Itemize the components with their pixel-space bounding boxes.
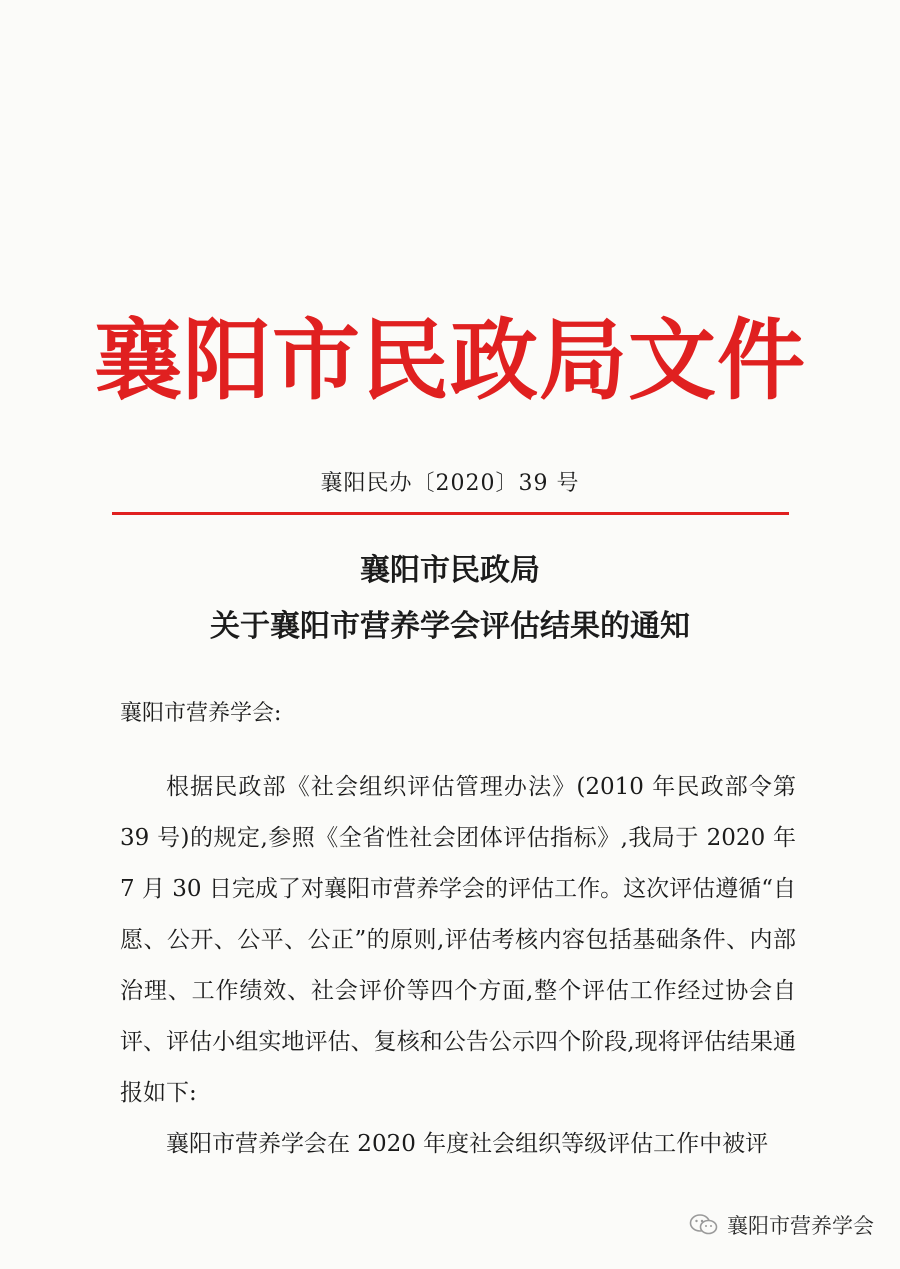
paragraph-1: 根据民政部《社会组织评估管理办法》(2010 年民政部令第 39 号)的规定,参照《全省性社会团体评估指标》,我局于 2020 年 7 月 30 日完成了对襄阳市营养学会的评估工作。这次评估遵循“自愿、公开、公平、公正”的原则,评估考核内容包括基础条件、内部治理、工作绩效、社会评价等四个方面,整个评估工作经过协会自评、评估小组实地评估、复核和公告公示四个阶段,现将评估结果通报如下: <box>120 774 796 1106</box>
red-divider <box>112 512 789 515</box>
document-masthead: 襄阳市民政局文件 <box>93 308 806 412</box>
body-text <box>120 762 796 1170</box>
salutation: 襄阳市营养学会: <box>120 701 282 726</box>
title-line-2: 关于襄阳市营养学会评估结果的通知 <box>210 609 690 644</box>
title-line-1: 襄阳市民政局 <box>360 553 540 588</box>
wechat-watermark <box>689 1210 874 1240</box>
wechat-icon <box>689 1213 719 1237</box>
document-number: 襄阳民办〔2020〕39 号 <box>320 471 580 496</box>
paragraph-2: 襄阳市营养学会在 2020 年度社会组织等级评估工作中被评 <box>166 1131 769 1157</box>
watermark-label: 襄阳市营养学会 <box>727 1214 874 1238</box>
